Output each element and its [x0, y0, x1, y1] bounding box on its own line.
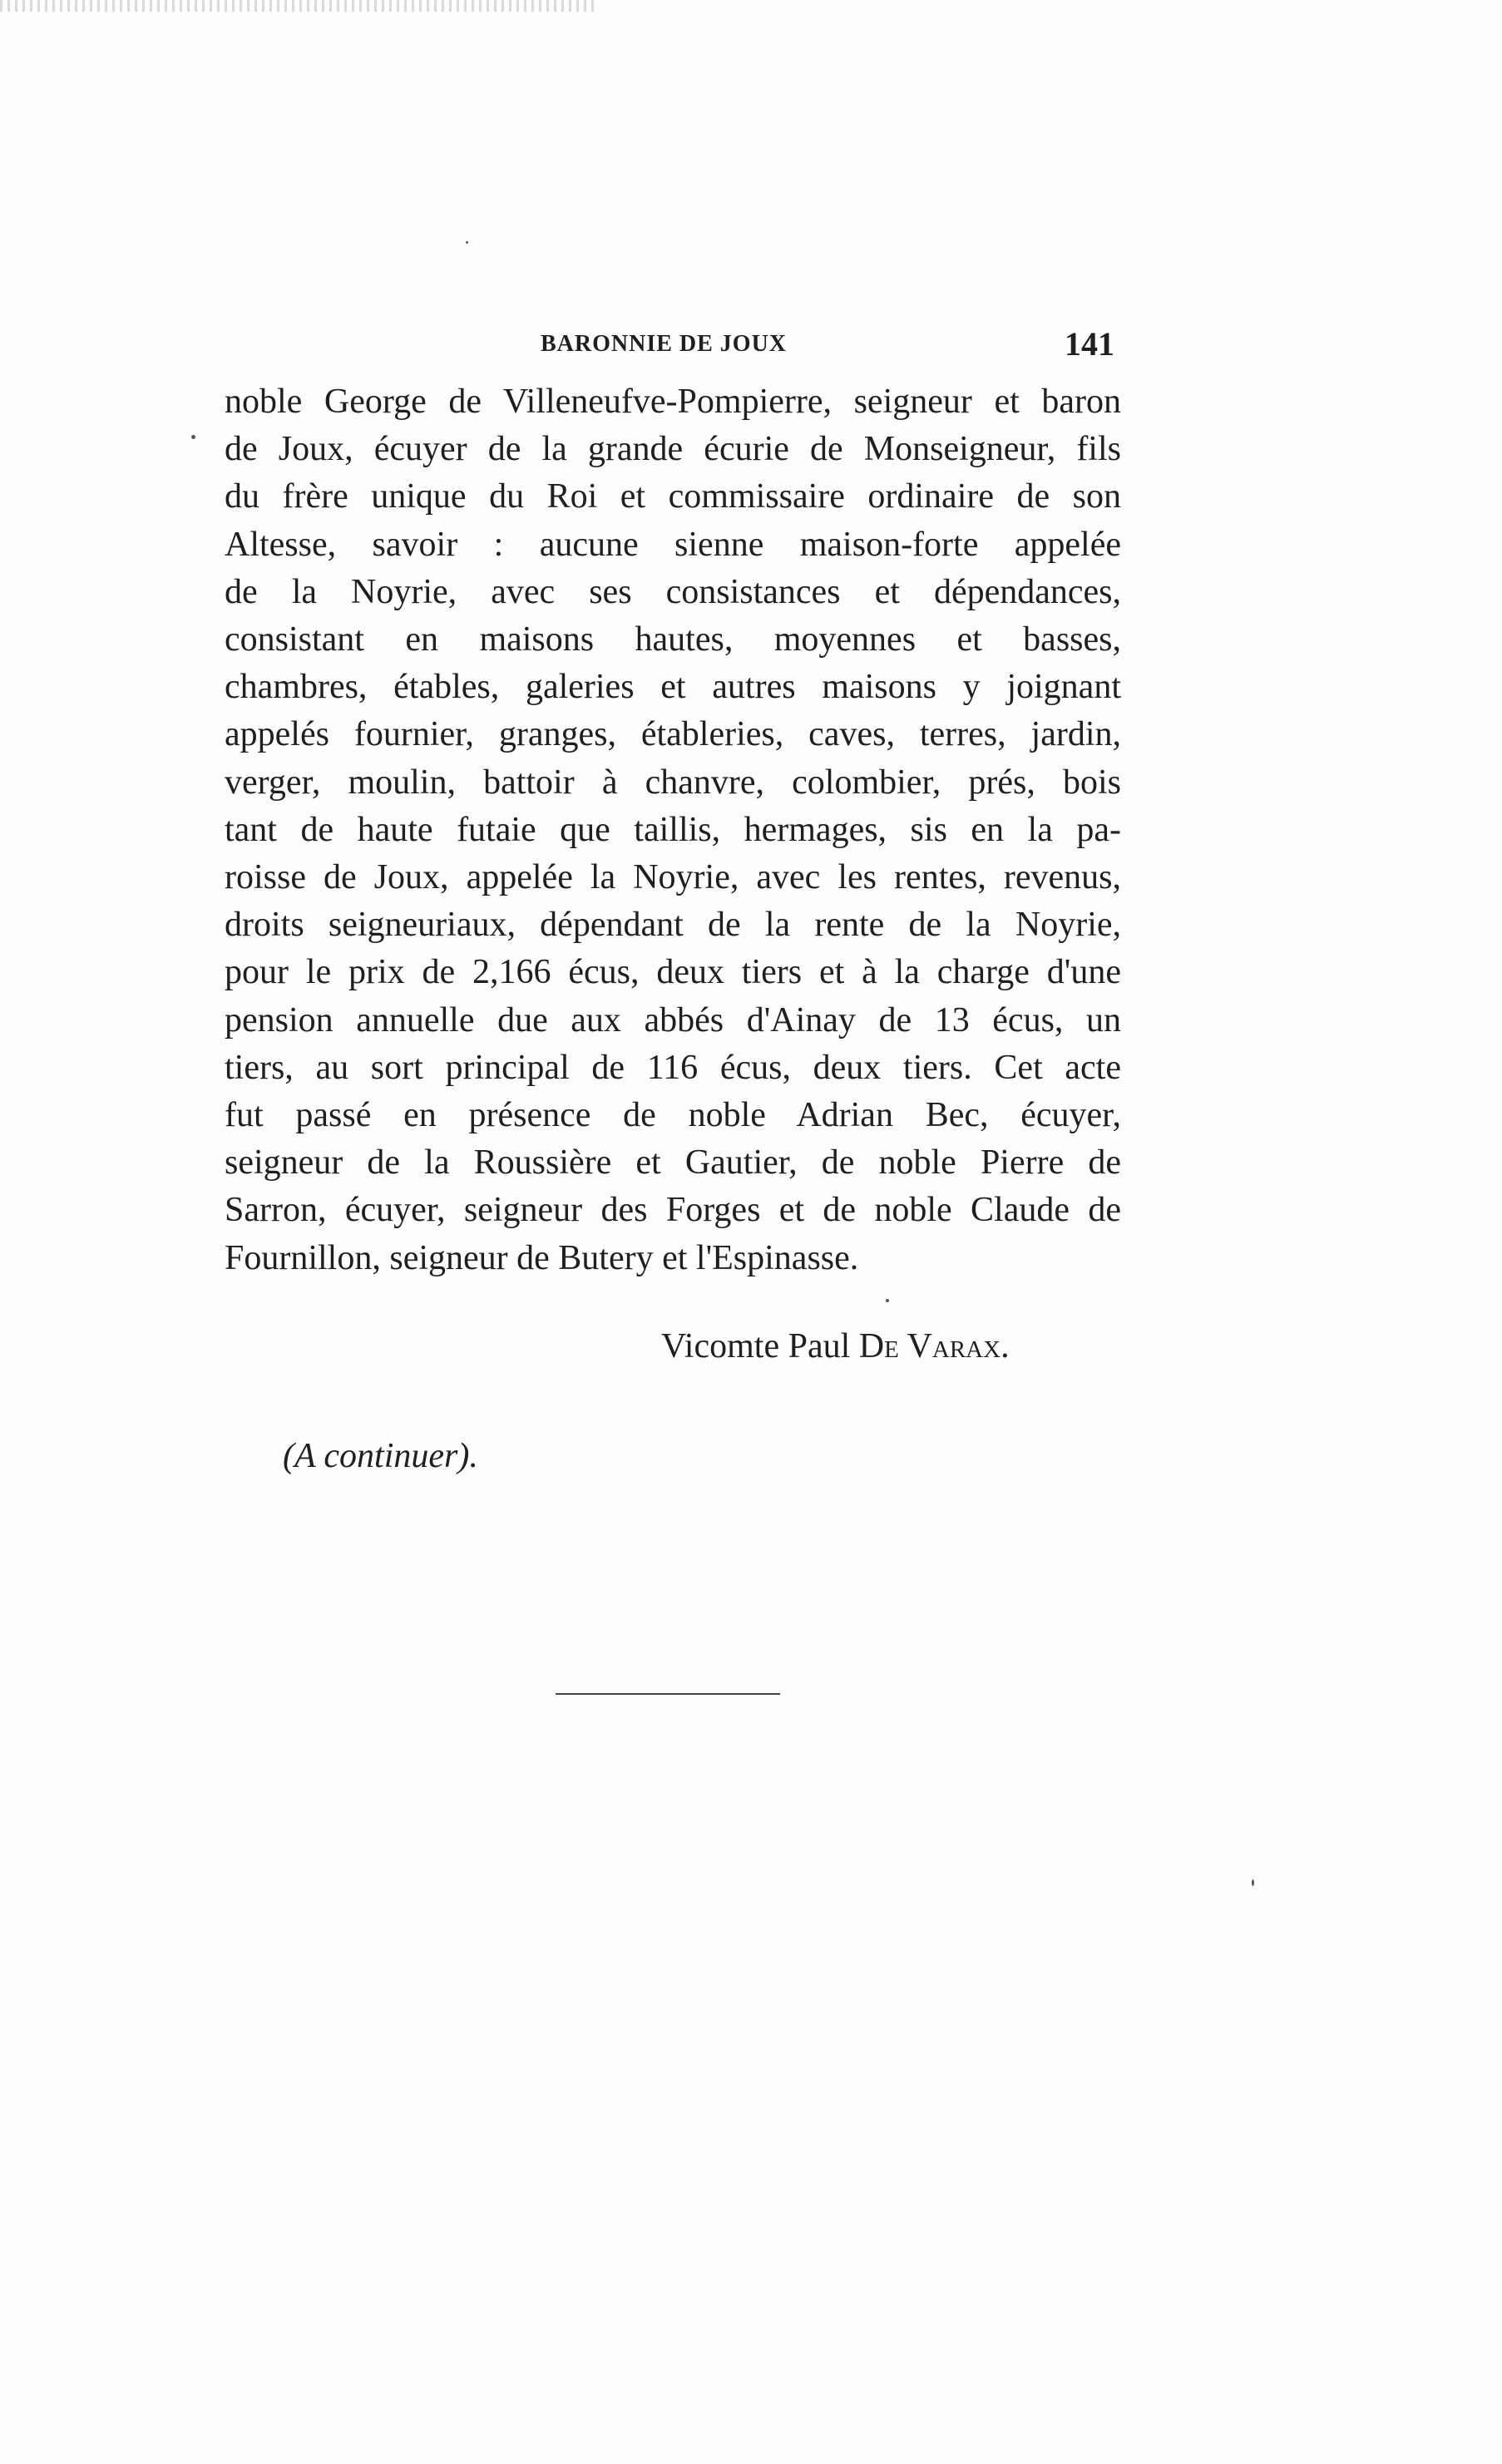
- author-signature: [661, 1326, 1010, 1366]
- page-number: 141: [1065, 325, 1114, 363]
- scan-edge-noise: [0, 0, 599, 12]
- text-line: verger, moulin, battoir à chanvre, colombier, prés, bois: [225, 763, 1121, 802]
- text-line: de la Noyrie, avec ses consistances et dépendances,: [225, 572, 1121, 611]
- text-line: du frère unique du Roi et commissaire ordinaire de son: [225, 477, 1121, 516]
- text-line: roisse de Joux, appelée la Noyrie, avec les rentes, revenus,: [225, 858, 1121, 897]
- scan-speck: [191, 435, 195, 439]
- text-line: chambres, étables, galeries et autres maisons y joignant: [225, 668, 1121, 707]
- text-line: Altesse, savoir : aucune sienne maison-forte appelée: [225, 525, 1121, 564]
- text-line: consistant en maisons hautes, moyennes et basses,: [225, 620, 1121, 659]
- text-line: seigneur de la Roussière et Gautier, de noble Pierre de: [225, 1143, 1121, 1183]
- scan-speck: [466, 241, 468, 244]
- text-line: de Joux, écuyer de la grande écurie de Monseigneur, fils: [225, 430, 1121, 469]
- text-line: pension annuelle due aux abbés d'Ainay de 13 écus, un: [225, 1000, 1121, 1039]
- text-line: tiers, au sort principal de 116 écus, deux tiers. Cet acte: [225, 1048, 1121, 1087]
- signature-name: De Varax: [858, 1327, 1001, 1365]
- text-line: fut passé en présence de noble Adrian Bec, écuyer,: [225, 1096, 1121, 1135]
- running-title: BARONNIE DE JOUX: [541, 331, 788, 357]
- signature-prefix: Vicomte Paul: [661, 1327, 859, 1365]
- signature-suffix: .: [1001, 1327, 1010, 1365]
- section-rule: [556, 1693, 780, 1695]
- text-line: droits seigneuriaux, dépendant de la rente de la Noyrie,: [225, 906, 1121, 945]
- text-line: Sarron, écuyer, seigneur des Forges et de noble Claude de: [225, 1191, 1121, 1230]
- text-line: appelés fournier, granges, étableries, caves, terres, jardin,: [225, 715, 1121, 754]
- body-paragraph: [225, 378, 1121, 1282]
- text-line: tant de haute futaie que taillis, hermages, sis en la pa-: [225, 810, 1121, 849]
- text-line: Fournillon, seigneur de Butery et l'Espinasse.: [225, 1238, 859, 1277]
- text-line: noble George de Villeneufve-Pompierre, seigneur et baron: [225, 383, 1121, 421]
- scan-speck: [1252, 1879, 1254, 1886]
- text-line: pour le prix de 2,166 écus, deux tiers et à la charge d'une: [225, 953, 1121, 992]
- scan-speck: [886, 1299, 889, 1302]
- page-header: [541, 325, 1123, 381]
- continuation-note: (A continuer).: [283, 1437, 478, 1475]
